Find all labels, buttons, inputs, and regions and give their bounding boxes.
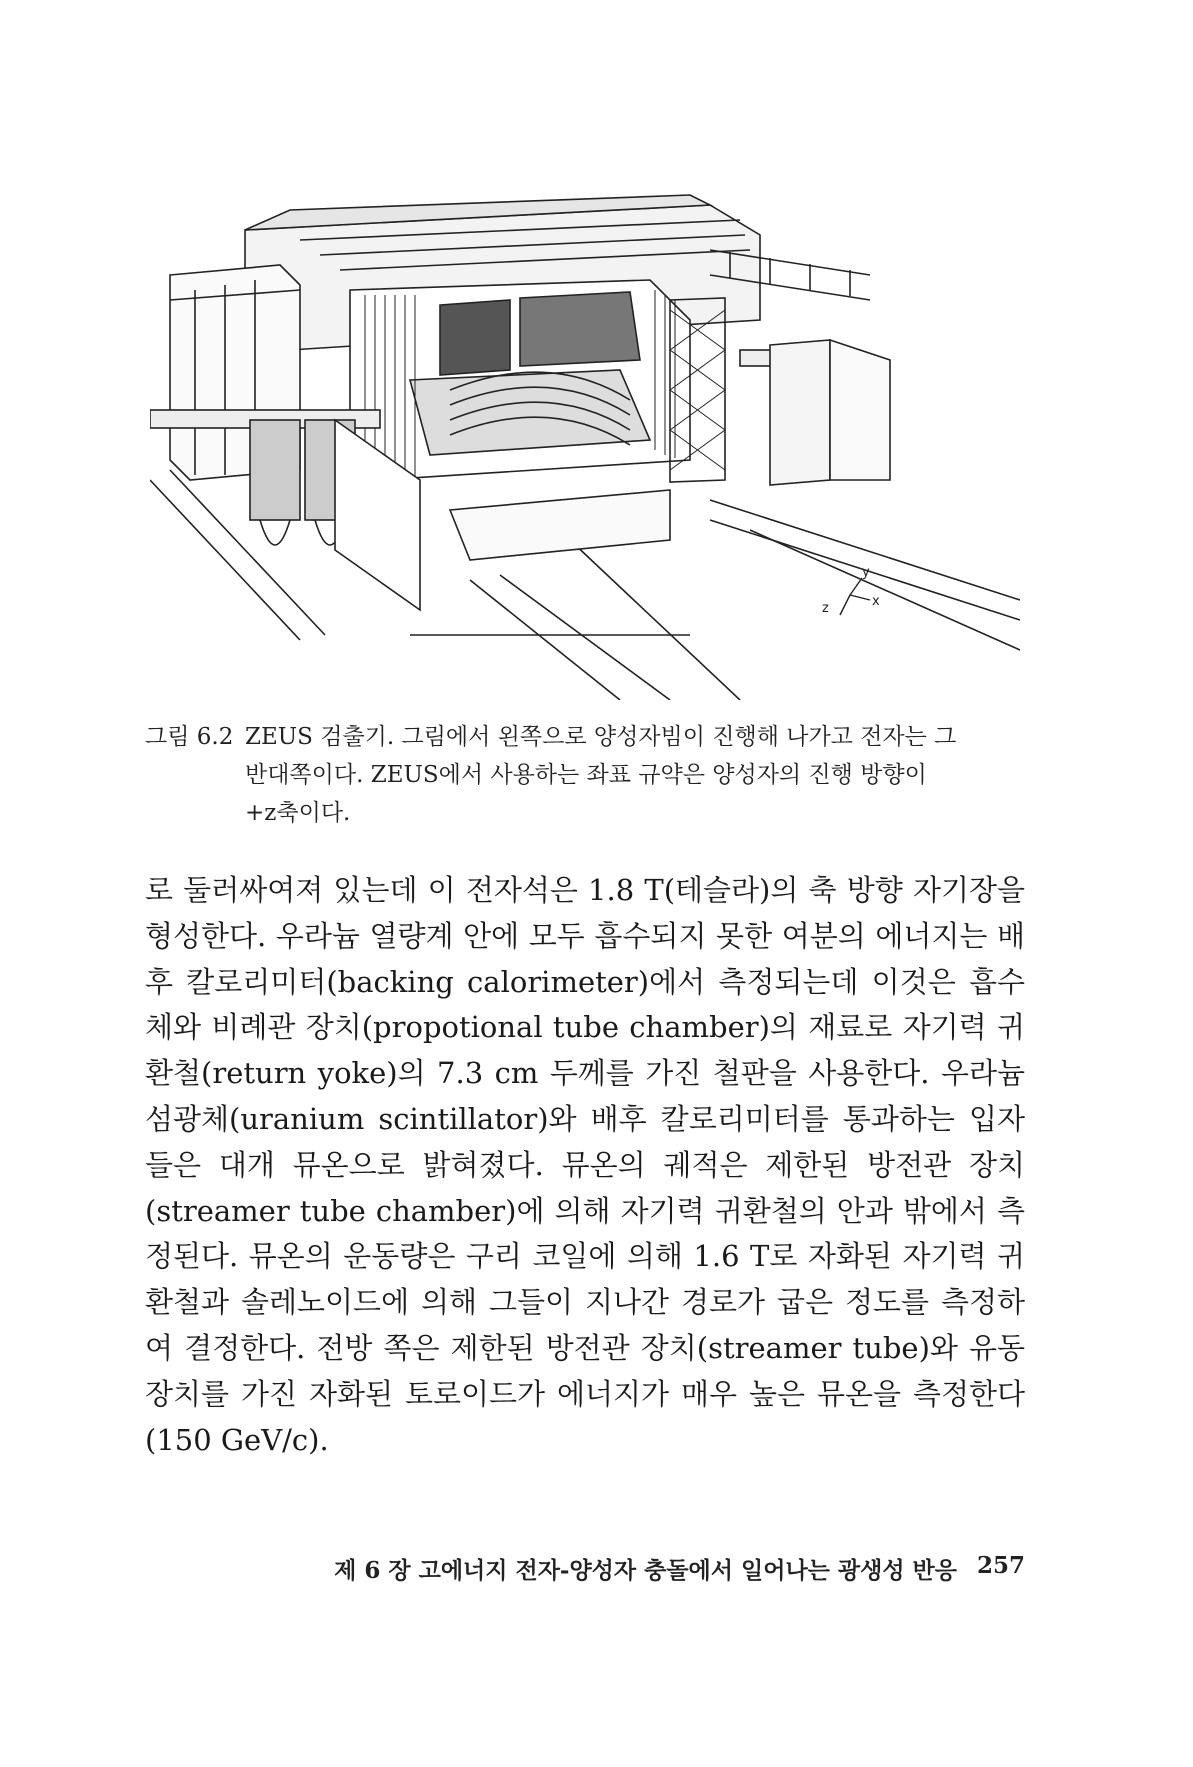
caption-line: +z축이다. <box>245 800 351 826</box>
caption-text <box>245 718 1025 832</box>
axis-z-label: z <box>822 601 829 616</box>
running-footer <box>290 1552 1025 1585</box>
page-number: 257 <box>976 1552 1025 1579</box>
caption-line: 반대쪽이다. ZEUS에서 사용하는 좌표 규약은 양성자의 진행 방향이 <box>245 762 927 788</box>
caption-label: 그림 6.2 <box>145 724 234 750</box>
caption-line: ZEUS 검출기. 그림에서 왼쪽으로 양성자빔이 진행해 나가고 전자는 그 <box>245 724 957 750</box>
body-text <box>145 868 1025 1463</box>
axis-x-label: x <box>872 594 880 609</box>
body-paragraph: 로 둘러싸여져 있는데 이 전자석은 1.8 T(테슬라)의 축 방향 자기장을 형성한다. 우라늄 열량계 안에 모두 흡수되지 못한 여분의 에너지는 배후 칼로리미터(backing calorimeter)에서 측정되는데 이것은 흡수체와 비례관 장치(propotional tube chamber)의 재료로 자기력 귀환철(return yoke)의 7.3 cm 두께를 가진 철판을 사용한다. 우라늄 섬광체(uranium scintillator)와 배후 칼로리미터를 통과하는 입자들은 대개 뮤온으로 밝혀졌다. 뮤온의 궤적은 제한된 방전관 장치(streamer tube chamber)에 의해 자기력 귀환철의 안과 밖에서 측정된다. 뮤온의 운동량은 구리 코일에 의해 1.6 T로 자화된 자기력 귀환철과 솔레노이드에 의해 그들이 지나간 경로가 굽은 정도를 측정하여 결정한다. 전방 쪽은 제한된 방전관 장치(streamer tube)와 유동 장치를 가진 자화된 토로이드가 에너지가 매우 높은 뮤온을 측정한다(150 GeV/c). <box>145 873 1025 1457</box>
chapter-title: 제 6 장 고에너지 전자-양성자 충돌에서 일어나는 광생성 반응 <box>334 1557 957 1584</box>
axis-y-label: y <box>862 565 870 580</box>
figure-caption <box>145 718 1025 832</box>
zeus-detector-figure <box>150 180 1020 700</box>
zeus-detector-drawing <box>150 180 1020 700</box>
